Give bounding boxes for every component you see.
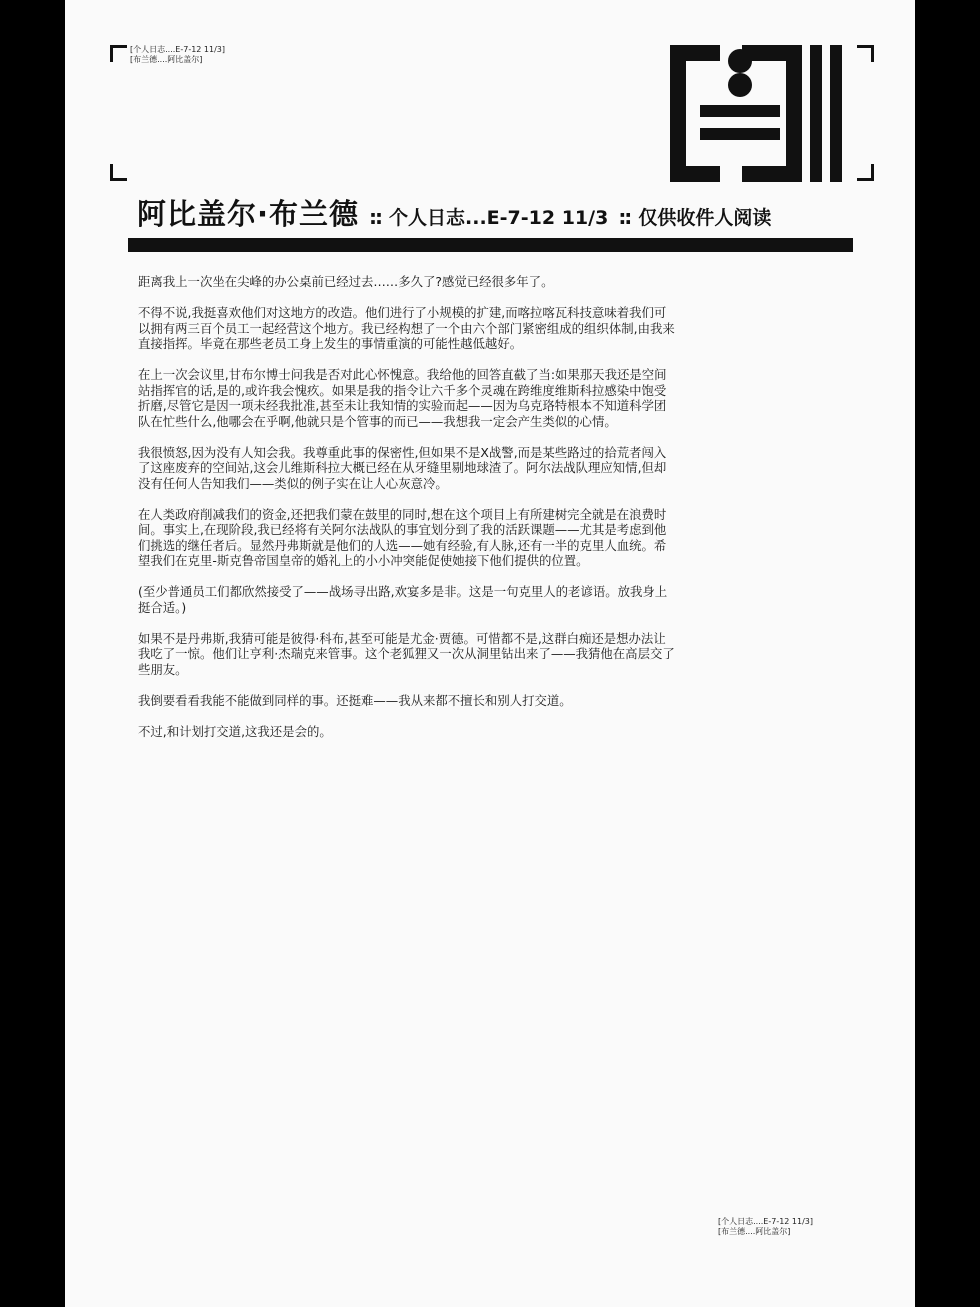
crop-mark-top-right <box>857 45 874 62</box>
title-underline-bar <box>128 238 853 252</box>
paragraph: (至少普通员工们都欣然接受了——战场寻出路,欢宴多是非。这是一句克里人的老谚语。放我身上挺合适。) <box>138 584 668 615</box>
footer-author-line: [布兰德....阿比盖尔] <box>718 1227 791 1236</box>
paragraph: 我倒要看看我能不能做到同样的事。还挺难——我从来都不擅长和别人打交道。 <box>138 692 572 708</box>
paragraph: 不过,和计划打交道,这我还是会的。 <box>138 723 332 739</box>
footer-meta <box>718 1217 813 1237</box>
paragraph: 如果不是丹弗斯,我猜可能是彼得·科布,甚至可能是尤金·贾德。可惜都不是,这群白痴还是想办法让我吃了一惊。他们让亨利·杰瑞克来管事。这个老狐狸又一次从洞里钻出来了——我猜他在高层交了些朋友。 <box>138 630 675 677</box>
title-log-id: 个人日志...E-7-12 11/3 <box>389 207 609 229</box>
header-log-line: [个人日志....E-7-12 11/3] <box>130 45 226 54</box>
agency-glyph-logo-icon <box>670 45 848 182</box>
document-page <box>65 0 915 1307</box>
paragraph: 在上一次会议里,甘布尔博士问我是否对此心怀愧意。我给他的回答直截了当:如果那天我还是空间站指挥官的话,是的,或许我会愧疚。如果是我的指令让六千多个灵魂在跨维度维斯科拉感染中饱受折磨,尽管它是因一项未经我批准,甚至未让我知情的实验而起——因为乌克珞特根本不知道科学团队在忙些什么,他哪会在乎啊,他就只是个管事的而已——我想我一定会产生类似的心情。 <box>138 367 667 429</box>
title-separator: :: <box>618 205 631 229</box>
paragraph: 距离我上一次坐在尖峰的办公桌前已经过去……多久了?感觉已经很多年了。 <box>138 274 554 289</box>
footer-log-line: [个人日志....E-7-12 11/3] <box>718 1217 814 1226</box>
title-author-name: 阿比盖尔·布兰德 <box>137 197 360 231</box>
header-meta <box>130 45 225 65</box>
header-author-line: [布兰德....阿比盖尔] <box>130 55 203 64</box>
paragraph: 不得不说,我挺喜欢他们对这地方的改造。他们进行了小规模的扩建,而喀拉喀瓦科技意味着我们可以拥有两三百个员工一起经营这个地方。我已经构想了一个由六个部门紧密组成的组织体制,由我来直接指挥。毕竟在那些老员工身上发生的事情重演的可能性越低越好。 <box>138 305 675 351</box>
crop-mark-top-left <box>110 45 127 62</box>
document-title <box>137 192 771 233</box>
crop-mark-bottom-right <box>857 164 874 181</box>
paragraph: 在人类政府削减我们的资金,还把我们蒙在鼓里的同时,想在这个项目上有所建树完全就是在浪费时间。事实上,在现阶段,我已经将有关阿尔法战队的事宜划分到了我的活跃课题——尤其是考虑到他们挑选的继任者后。显然丹弗斯就是他们的人选——她有经验,有人脉,还有一半的克里人血统。希望我们在克里-斯克鲁帝国皇帝的婚礼上的小小冲突能促使她接下他们提供的位置。 <box>138 506 667 568</box>
paragraph: 我很愤怒,因为没有人知会我。我尊重此事的保密性,但如果不是X战警,而是某些路过的拾荒者闯入了这座废弃的空间站,这会儿维斯科拉大概已经在从牙缝里剔地球渣了。阿尔法战队理应知情,但却没有任何人告知我们——类似的例子实在让人心灰意冷。 <box>138 444 667 491</box>
log-body <box>138 274 678 755</box>
crop-mark-bottom-left <box>110 164 127 181</box>
title-access-note: 仅供收件人阅读 <box>638 207 772 229</box>
title-separator: :: <box>369 205 382 229</box>
